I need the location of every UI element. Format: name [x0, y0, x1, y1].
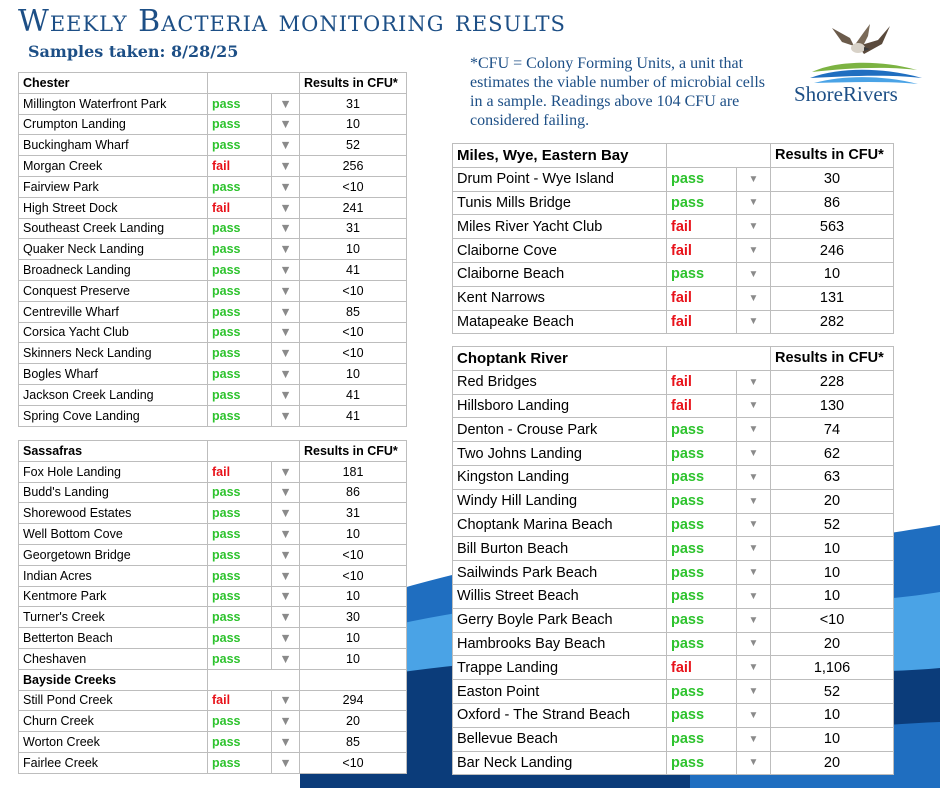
status-select[interactable]: pass: [208, 93, 272, 114]
table-row: [453, 191, 894, 215]
triangle-down-icon[interactable]: ▼: [272, 711, 300, 732]
site-name: Conquest Preserve: [19, 280, 208, 301]
status-select[interactable]: fail: [667, 215, 737, 239]
status-select[interactable]: fail: [667, 310, 737, 334]
site-name: Choptank Marina Beach: [453, 513, 667, 537]
site-name: Kingston Landing: [453, 465, 667, 489]
table-row: [453, 489, 894, 513]
status-select[interactable]: pass: [208, 114, 272, 135]
result-value: <10: [771, 608, 894, 632]
table-row: [19, 628, 407, 649]
table-row: [19, 343, 407, 364]
site-name: Tunis Mills Bridge: [453, 191, 667, 215]
table-row: [19, 524, 407, 545]
table-row: [453, 370, 894, 394]
status-select[interactable]: pass: [208, 364, 272, 385]
table-row: [19, 301, 407, 322]
result-value: 241: [300, 197, 407, 218]
table-row: [453, 537, 894, 561]
status-select[interactable]: pass: [208, 607, 272, 628]
site-name: Betterton Beach: [19, 628, 208, 649]
table-row: [453, 310, 894, 334]
result-value: 10: [300, 628, 407, 649]
result-value: 85: [300, 732, 407, 753]
table-row: [453, 561, 894, 585]
triangle-down-icon[interactable]: ▼: [272, 524, 300, 545]
result-value: 31: [300, 218, 407, 239]
triangle-down-icon[interactable]: ▼: [272, 752, 300, 773]
site-name: Willis Street Beach: [453, 584, 667, 608]
result-value: 31: [300, 93, 407, 114]
site-name: Matapeake Beach: [453, 310, 667, 334]
result-value: 30: [771, 167, 894, 191]
result-value: 10: [771, 262, 894, 286]
table-row: [453, 656, 894, 680]
triangle-down-icon[interactable]: ▼: [737, 418, 771, 442]
status-select[interactable]: pass: [208, 503, 272, 524]
triangle-down-icon[interactable]: ▼: [272, 405, 300, 426]
table-row: [453, 584, 894, 608]
triangle-down-icon[interactable]: ▼: [272, 628, 300, 649]
table-row: [453, 442, 894, 466]
site-name: Well Bottom Cove: [19, 524, 208, 545]
triangle-down-icon[interactable]: ▼: [737, 680, 771, 704]
status-select[interactable]: pass: [667, 418, 737, 442]
status-select[interactable]: pass: [208, 586, 272, 607]
status-select[interactable]: pass: [208, 301, 272, 322]
site-name: Easton Point: [453, 680, 667, 704]
result-value: 256: [300, 156, 407, 177]
site-name: Bar Neck Landing: [453, 751, 667, 775]
status-select[interactable]: fail: [667, 394, 737, 418]
status-select[interactable]: pass: [667, 262, 737, 286]
table-row: [19, 565, 407, 586]
header-spacer: [208, 441, 300, 462]
table-row: [453, 465, 894, 489]
triangle-down-icon[interactable]: ▼: [272, 384, 300, 405]
table-row: [19, 752, 407, 773]
subsection-title: Bayside Creeks: [19, 669, 208, 690]
triangle-down-icon[interactable]: ▼: [272, 322, 300, 343]
site-name: Centreville Wharf: [19, 301, 208, 322]
site-name: Denton - Crouse Park: [453, 418, 667, 442]
table-row: [19, 384, 407, 405]
table-row: [19, 156, 407, 177]
header-spacer: [667, 347, 771, 371]
table-row: [19, 197, 407, 218]
triangle-down-icon[interactable]: ▼: [737, 286, 771, 310]
result-value: 10: [771, 537, 894, 561]
triangle-down-icon[interactable]: ▼: [272, 239, 300, 260]
site-name: Indian Acres: [19, 565, 208, 586]
table-header: [19, 441, 407, 462]
triangle-down-icon[interactable]: ▼: [272, 364, 300, 385]
site-name: Kent Narrows: [453, 286, 667, 310]
status-select[interactable]: pass: [208, 280, 272, 301]
triangle-down-icon[interactable]: ▼: [737, 394, 771, 418]
triangle-down-icon[interactable]: ▼: [272, 260, 300, 281]
triangle-down-icon[interactable]: ▼: [272, 135, 300, 156]
table-row: [453, 632, 894, 656]
status-select[interactable]: pass: [208, 711, 272, 732]
status-select[interactable]: pass: [208, 343, 272, 364]
table-row: [453, 680, 894, 704]
result-value: 62: [771, 442, 894, 466]
triangle-down-icon[interactable]: ▼: [737, 537, 771, 561]
status-select[interactable]: fail: [208, 197, 272, 218]
result-value: 10: [300, 586, 407, 607]
triangle-down-icon[interactable]: ▼: [737, 584, 771, 608]
result-value: 20: [771, 751, 894, 775]
triangle-down-icon[interactable]: ▼: [737, 370, 771, 394]
site-name: Corsica Yacht Club: [19, 322, 208, 343]
status-select[interactable]: pass: [667, 442, 737, 466]
result-value: <10: [300, 752, 407, 773]
header-spacer: [208, 73, 300, 94]
site-name: Miles River Yacht Club: [453, 215, 667, 239]
section-title: Sassafras: [19, 441, 208, 462]
triangle-down-icon[interactable]: ▼: [272, 648, 300, 669]
result-value: 63: [771, 465, 894, 489]
triangle-down-icon[interactable]: ▼: [272, 93, 300, 114]
table-header: [453, 347, 894, 371]
result-value: 10: [300, 364, 407, 385]
status-select[interactable]: pass: [208, 405, 272, 426]
triangle-down-icon[interactable]: ▼: [272, 176, 300, 197]
triangle-down-icon[interactable]: ▼: [272, 343, 300, 364]
status-select[interactable]: pass: [667, 513, 737, 537]
result-value: 30: [300, 607, 407, 628]
site-name: Buckingham Wharf: [19, 135, 208, 156]
status-select[interactable]: pass: [208, 135, 272, 156]
site-name: Millington Waterfront Park: [19, 93, 208, 114]
site-name: Hambrooks Bay Beach: [453, 632, 667, 656]
result-value: 282: [771, 310, 894, 334]
triangle-down-icon[interactable]: ▼: [272, 690, 300, 711]
site-name: Bill Burton Beach: [453, 537, 667, 561]
table-row: [19, 260, 407, 281]
status-select[interactable]: pass: [208, 524, 272, 545]
site-name: Southeast Creek Landing: [19, 218, 208, 239]
result-value: <10: [300, 176, 407, 197]
site-name: Bogles Wharf: [19, 364, 208, 385]
site-name: Shorewood Estates: [19, 503, 208, 524]
triangle-down-icon[interactable]: ▼: [737, 465, 771, 489]
table-row: [19, 218, 407, 239]
site-name: High Street Dock: [19, 197, 208, 218]
triangle-down-icon[interactable]: ▼: [272, 544, 300, 565]
result-value: <10: [300, 343, 407, 364]
table-row: [19, 586, 407, 607]
triangle-down-icon[interactable]: ▼: [272, 280, 300, 301]
result-value: 130: [771, 394, 894, 418]
site-name: Still Pond Creek: [19, 690, 208, 711]
header-spacer: [300, 669, 407, 690]
status-select[interactable]: pass: [667, 167, 737, 191]
status-select[interactable]: fail: [667, 370, 737, 394]
status-select[interactable]: pass: [667, 608, 737, 632]
site-name: Kentmore Park: [19, 586, 208, 607]
status-select[interactable]: pass: [667, 465, 737, 489]
status-select[interactable]: pass: [208, 384, 272, 405]
table-row: [19, 711, 407, 732]
triangle-down-icon[interactable]: ▼: [737, 656, 771, 680]
table-row: [453, 418, 894, 442]
result-value: 294: [300, 690, 407, 711]
site-name: Two Johns Landing: [453, 442, 667, 466]
site-name: Worton Creek: [19, 732, 208, 753]
table-row: [19, 482, 407, 503]
site-name: Jackson Creek Landing: [19, 384, 208, 405]
site-name: Claiborne Cove: [453, 239, 667, 263]
result-value: 10: [300, 239, 407, 260]
result-header: Results in CFU*: [771, 144, 894, 168]
triangle-down-icon[interactable]: ▼: [737, 703, 771, 727]
site-name: Cheshaven: [19, 648, 208, 669]
result-header: Results in CFU*: [300, 73, 407, 94]
status-select[interactable]: fail: [208, 690, 272, 711]
status-select[interactable]: pass: [208, 752, 272, 773]
site-name: Quaker Neck Landing: [19, 239, 208, 260]
table-row: [19, 176, 407, 197]
result-value: 31: [300, 503, 407, 524]
result-value: 181: [300, 461, 407, 482]
table-header: [19, 73, 407, 94]
result-value: 52: [300, 135, 407, 156]
table-row: [19, 364, 407, 385]
site-name: Gerry Boyle Park Beach: [453, 608, 667, 632]
triangle-down-icon[interactable]: ▼: [272, 586, 300, 607]
result-value: 52: [771, 513, 894, 537]
table-row: [19, 648, 407, 669]
table-row: [19, 405, 407, 426]
result-value: 10: [771, 703, 894, 727]
site-name: Hillsboro Landing: [453, 394, 667, 418]
triangle-down-icon[interactable]: ▼: [737, 751, 771, 775]
result-value: 228: [771, 370, 894, 394]
table-row: [453, 262, 894, 286]
table-row: [453, 727, 894, 751]
status-select[interactable]: pass: [208, 322, 272, 343]
status-select[interactable]: fail: [667, 239, 737, 263]
site-name: Spring Cove Landing: [19, 405, 208, 426]
table-row: [453, 513, 894, 537]
result-value: <10: [300, 565, 407, 586]
site-name: Red Bridges: [453, 370, 667, 394]
site-name: Fairlee Creek: [19, 752, 208, 773]
result-value: 52: [771, 680, 894, 704]
triangle-down-icon[interactable]: ▼: [737, 167, 771, 191]
status-select[interactable]: pass: [208, 482, 272, 503]
triangle-down-icon[interactable]: ▼: [272, 482, 300, 503]
table-row: [453, 703, 894, 727]
triangle-down-icon[interactable]: ▼: [737, 608, 771, 632]
site-name: Fox Hole Landing: [19, 461, 208, 482]
status-select[interactable]: fail: [667, 656, 737, 680]
triangle-down-icon[interactable]: ▼: [272, 503, 300, 524]
result-value: 131: [771, 286, 894, 310]
table-row: [453, 239, 894, 263]
status-select[interactable]: fail: [208, 156, 272, 177]
site-name: Sailwinds Park Beach: [453, 561, 667, 585]
result-value: 1,106: [771, 656, 894, 680]
section-title: Chester: [19, 73, 208, 94]
table-row: [19, 503, 407, 524]
result-value: 20: [771, 632, 894, 656]
result-value: 10: [771, 727, 894, 751]
page-title: Weekly Bacteria monitoring results: [18, 4, 566, 39]
triangle-down-icon[interactable]: ▼: [272, 218, 300, 239]
triangle-down-icon[interactable]: ▼: [737, 191, 771, 215]
result-value: 41: [300, 260, 407, 281]
site-name: Skinners Neck Landing: [19, 343, 208, 364]
choptank-table: [452, 346, 894, 775]
result-value: <10: [300, 322, 407, 343]
result-value: 563: [771, 215, 894, 239]
result-value: 246: [771, 239, 894, 263]
table-row: [19, 114, 407, 135]
triangle-down-icon[interactable]: ▼: [737, 215, 771, 239]
triangle-down-icon[interactable]: ▼: [272, 732, 300, 753]
status-select[interactable]: pass: [667, 703, 737, 727]
status-select[interactable]: pass: [208, 628, 272, 649]
site-name: Drum Point - Wye Island: [453, 167, 667, 191]
header-spacer: [667, 144, 771, 168]
cfu-note: *CFU = Colony Forming Units, a unit that estimates the viable number of microbial cells in a sample. Readings above 104 CFU are considered failing.: [470, 55, 766, 129]
status-select[interactable]: pass: [208, 565, 272, 586]
result-value: 10: [300, 524, 407, 545]
result-value: 86: [300, 482, 407, 503]
site-name: Budd's Landing: [19, 482, 208, 503]
triangle-down-icon[interactable]: ▼: [737, 489, 771, 513]
table-row: [19, 322, 407, 343]
triangle-down-icon[interactable]: ▼: [272, 565, 300, 586]
site-name: Bellevue Beach: [453, 727, 667, 751]
osprey-icon: [832, 24, 890, 54]
result-value: 10: [300, 648, 407, 669]
sample-date: Samples taken: 8/28/25: [28, 42, 239, 61]
table-row: [19, 690, 407, 711]
result-value: 20: [300, 711, 407, 732]
status-select[interactable]: pass: [208, 218, 272, 239]
status-select[interactable]: fail: [208, 461, 272, 482]
table-row: [453, 394, 894, 418]
result-value: 74: [771, 418, 894, 442]
site-name: Churn Creek: [19, 711, 208, 732]
site-name: Georgetown Bridge: [19, 544, 208, 565]
result-header: Results in CFU*: [771, 347, 894, 371]
table-row: [453, 751, 894, 775]
result-value: 10: [771, 561, 894, 585]
status-select[interactable]: pass: [667, 537, 737, 561]
site-name: Crumpton Landing: [19, 114, 208, 135]
table-header: [453, 144, 894, 168]
site-name: Claiborne Beach: [453, 262, 667, 286]
logo-wordmark: ShoreRivers: [794, 82, 898, 106]
status-select[interactable]: pass: [208, 260, 272, 281]
result-value: 41: [300, 384, 407, 405]
triangle-down-icon[interactable]: ▼: [272, 461, 300, 482]
header-spacer: [208, 669, 300, 690]
table-row: [453, 167, 894, 191]
status-select[interactable]: pass: [667, 727, 737, 751]
status-select[interactable]: pass: [208, 544, 272, 565]
subsection-header: [19, 669, 407, 690]
triangle-down-icon[interactable]: ▼: [737, 513, 771, 537]
sassafras-table: [18, 440, 407, 774]
result-value: 20: [771, 489, 894, 513]
triangle-down-icon[interactable]: ▼: [272, 114, 300, 135]
site-name: Fairview Park: [19, 176, 208, 197]
triangle-down-icon[interactable]: ▼: [737, 632, 771, 656]
site-name: Oxford - The Strand Beach: [453, 703, 667, 727]
site-name: Broadneck Landing: [19, 260, 208, 281]
triangle-down-icon[interactable]: ▼: [272, 607, 300, 628]
result-value: 41: [300, 405, 407, 426]
miles-wye-table: [452, 143, 894, 334]
triangle-down-icon[interactable]: ▼: [737, 561, 771, 585]
result-value: 10: [300, 114, 407, 135]
status-select[interactable]: pass: [667, 561, 737, 585]
result-value: 85: [300, 301, 407, 322]
table-row: [19, 135, 407, 156]
result-header: Results in CFU*: [300, 441, 407, 462]
status-select[interactable]: pass: [667, 584, 737, 608]
triangle-down-icon[interactable]: ▼: [737, 262, 771, 286]
status-select[interactable]: pass: [667, 632, 737, 656]
site-name: Turner's Creek: [19, 607, 208, 628]
status-select[interactable]: pass: [667, 751, 737, 775]
result-value: <10: [300, 544, 407, 565]
table-row: [453, 286, 894, 310]
triangle-down-icon[interactable]: ▼: [737, 442, 771, 466]
triangle-down-icon[interactable]: ▼: [272, 156, 300, 177]
site-name: Trappe Landing: [453, 656, 667, 680]
triangle-down-icon[interactable]: ▼: [272, 197, 300, 218]
table-row: [19, 239, 407, 260]
site-name: Morgan Creek: [19, 156, 208, 177]
table-row: [19, 732, 407, 753]
status-select[interactable]: pass: [208, 732, 272, 753]
triangle-down-icon[interactable]: ▼: [737, 239, 771, 263]
status-select[interactable]: fail: [667, 286, 737, 310]
triangle-down-icon[interactable]: ▼: [737, 310, 771, 334]
status-select[interactable]: pass: [208, 239, 272, 260]
status-select[interactable]: pass: [667, 191, 737, 215]
table-row: [453, 608, 894, 632]
status-select[interactable]: pass: [208, 176, 272, 197]
chester-table: [18, 72, 407, 427]
status-select[interactable]: pass: [667, 680, 737, 704]
table-row: [19, 607, 407, 628]
triangle-down-icon[interactable]: ▼: [737, 727, 771, 751]
result-value: <10: [300, 280, 407, 301]
table-row: [453, 215, 894, 239]
section-title: Choptank River: [453, 347, 667, 371]
table-row: [19, 461, 407, 482]
status-select[interactable]: pass: [667, 489, 737, 513]
table-row: [19, 93, 407, 114]
status-select[interactable]: pass: [208, 648, 272, 669]
section-title: Miles, Wye, Eastern Bay: [453, 144, 667, 168]
triangle-down-icon[interactable]: ▼: [272, 301, 300, 322]
result-value: 10: [771, 584, 894, 608]
table-row: [19, 280, 407, 301]
result-value: 86: [771, 191, 894, 215]
site-name: Windy Hill Landing: [453, 489, 667, 513]
table-row: [19, 544, 407, 565]
